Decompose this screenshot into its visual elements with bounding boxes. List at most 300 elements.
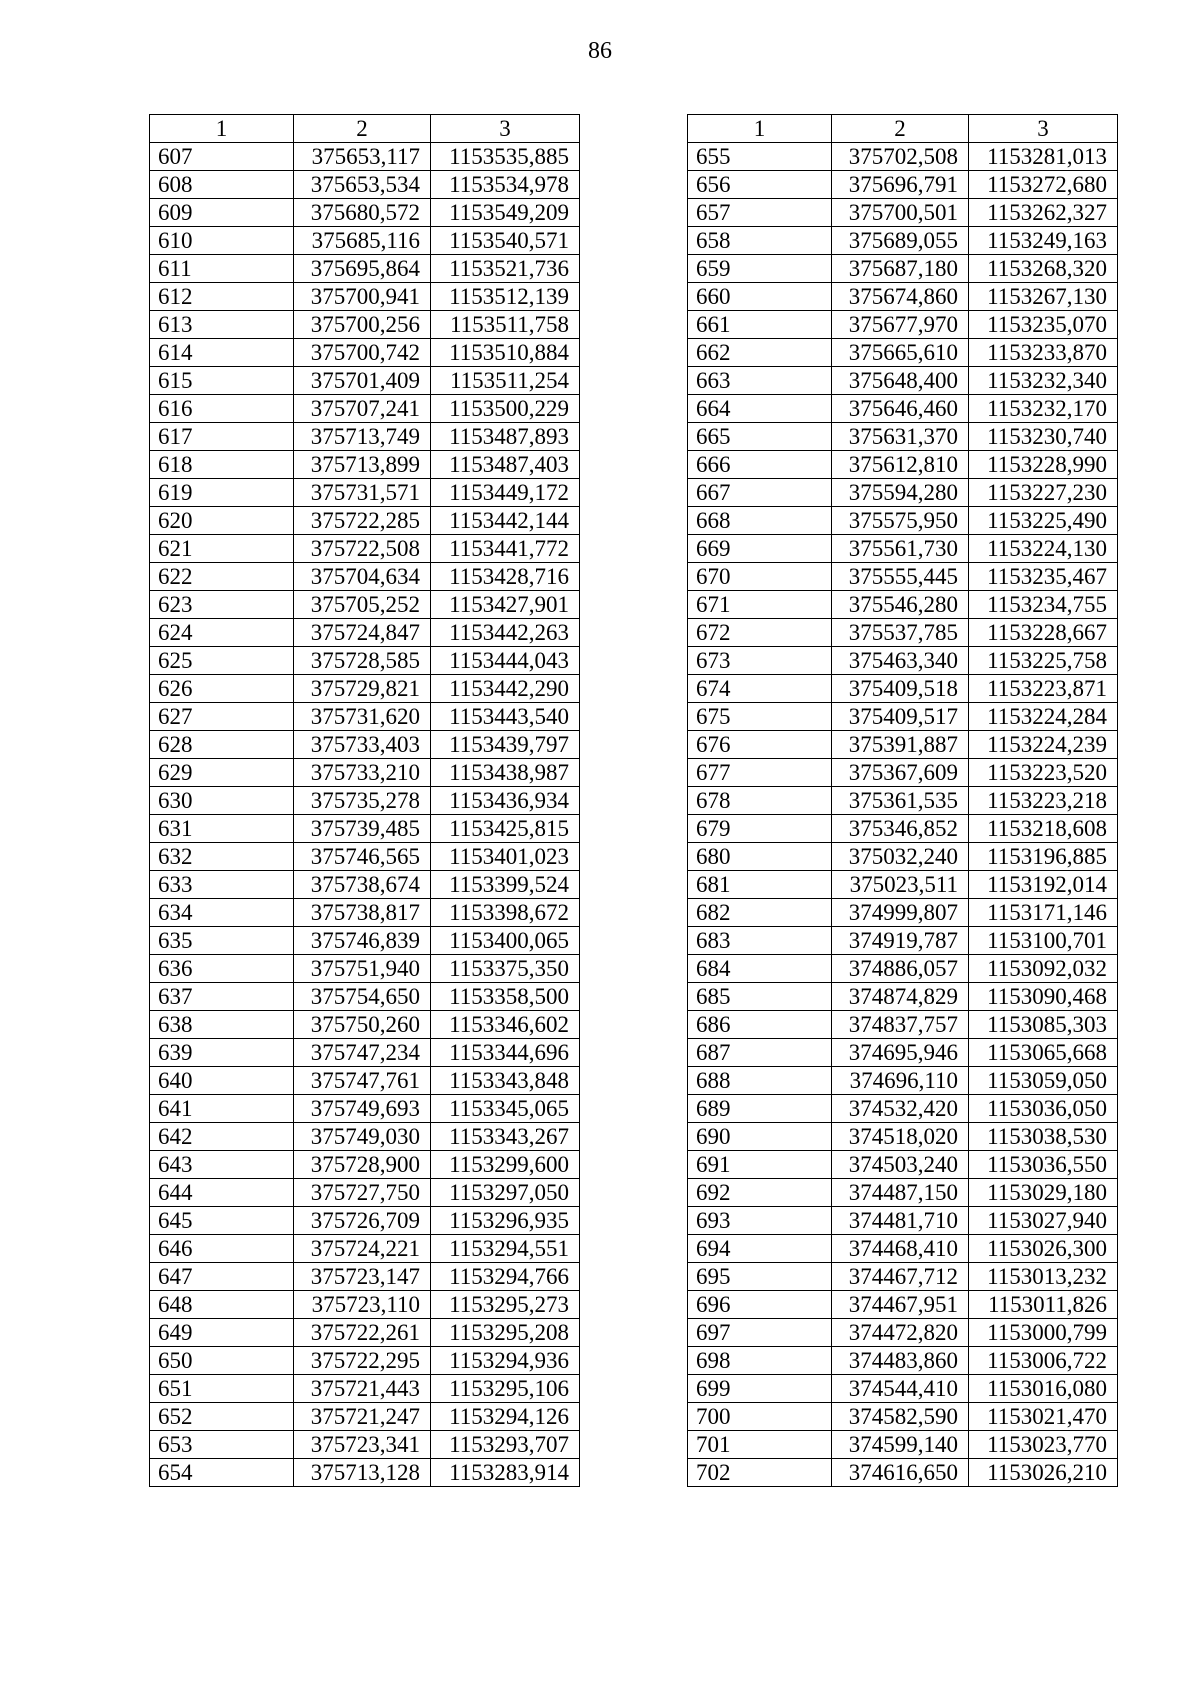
coordinate-x-cell: 375575,950 [832, 507, 969, 535]
coordinate-y-cell: 1153487,893 [431, 423, 580, 451]
coordinate-y-cell: 1153059,050 [969, 1067, 1118, 1095]
coordinate-y-cell: 1153521,736 [431, 255, 580, 283]
point-number-cell: 609 [150, 199, 294, 227]
coordinate-y-cell: 1153295,106 [431, 1375, 580, 1403]
coordinate-y-cell: 1153228,667 [969, 619, 1118, 647]
point-number-cell: 608 [150, 171, 294, 199]
coordinate-x-cell: 375738,674 [294, 871, 431, 899]
point-number-cell: 619 [150, 479, 294, 507]
coordinate-x-cell: 374532,420 [832, 1095, 969, 1123]
coordinate-y-cell: 1153085,303 [969, 1011, 1118, 1039]
coordinate-x-cell: 375728,585 [294, 647, 431, 675]
point-number-cell: 633 [150, 871, 294, 899]
coordinate-y-cell: 1153535,885 [431, 143, 580, 171]
table-row [688, 1375, 1118, 1403]
table-row [688, 1263, 1118, 1291]
point-number-cell: 700 [688, 1403, 832, 1431]
coordinate-y-cell: 1153511,254 [431, 367, 580, 395]
table-row [688, 815, 1118, 843]
table-row [150, 1151, 580, 1179]
coordinate-x-cell: 375409,518 [832, 675, 969, 703]
coordinate-y-cell: 1153225,758 [969, 647, 1118, 675]
table-row [150, 1179, 580, 1207]
coordinate-y-cell: 1153225,490 [969, 507, 1118, 535]
table-row [688, 871, 1118, 899]
coordinate-x-cell: 375685,116 [294, 227, 431, 255]
point-number-cell: 626 [150, 675, 294, 703]
coordinate-x-cell: 375746,565 [294, 843, 431, 871]
table-row [688, 199, 1118, 227]
coordinate-y-cell: 1153345,065 [431, 1095, 580, 1123]
point-number-cell: 701 [688, 1431, 832, 1459]
coordinate-x-cell: 375700,941 [294, 283, 431, 311]
column-header-1: 1 [688, 115, 832, 143]
coordinate-y-cell: 1153358,500 [431, 983, 580, 1011]
coordinate-y-cell: 1153294,126 [431, 1403, 580, 1431]
coordinate-y-cell: 1153439,797 [431, 731, 580, 759]
table-row [150, 171, 580, 199]
table-row [688, 759, 1118, 787]
table-row [688, 591, 1118, 619]
coordinate-y-cell: 1153026,210 [969, 1459, 1118, 1487]
point-number-cell: 693 [688, 1207, 832, 1235]
coordinate-x-cell: 374695,946 [832, 1039, 969, 1067]
coordinate-table-right [687, 114, 1118, 1487]
table-row [150, 591, 580, 619]
table-row [150, 1319, 580, 1347]
coordinate-y-cell: 1153026,300 [969, 1235, 1118, 1263]
point-number-cell: 690 [688, 1123, 832, 1151]
point-number-cell: 681 [688, 871, 832, 899]
point-number-cell: 662 [688, 339, 832, 367]
coordinate-x-cell: 375722,285 [294, 507, 431, 535]
coordinate-y-cell: 1153092,032 [969, 955, 1118, 983]
point-number-cell: 659 [688, 255, 832, 283]
table-row [150, 563, 580, 591]
coordinate-y-cell: 1153401,023 [431, 843, 580, 871]
coordinate-y-cell: 1153029,180 [969, 1179, 1118, 1207]
point-number-cell: 685 [688, 983, 832, 1011]
table-row [688, 731, 1118, 759]
table-row [150, 423, 580, 451]
coordinate-x-cell: 374483,860 [832, 1347, 969, 1375]
coordinate-y-cell: 1153512,139 [431, 283, 580, 311]
point-number-cell: 665 [688, 423, 832, 451]
coordinate-y-cell: 1153036,550 [969, 1151, 1118, 1179]
coordinate-x-cell: 375653,534 [294, 171, 431, 199]
point-number-cell: 630 [150, 787, 294, 815]
table-row [150, 1347, 580, 1375]
table-row [688, 647, 1118, 675]
point-number-cell: 638 [150, 1011, 294, 1039]
coordinate-x-cell: 375700,742 [294, 339, 431, 367]
coordinate-x-cell: 375731,620 [294, 703, 431, 731]
coordinate-x-cell: 374518,020 [832, 1123, 969, 1151]
table-row [150, 1291, 580, 1319]
table-row [150, 451, 580, 479]
table-row [688, 1067, 1118, 1095]
point-number-cell: 676 [688, 731, 832, 759]
table-row [150, 647, 580, 675]
coordinate-x-cell: 375631,370 [832, 423, 969, 451]
coordinate-x-cell: 375612,810 [832, 451, 969, 479]
point-number-cell: 621 [150, 535, 294, 563]
coordinate-y-cell: 1153230,740 [969, 423, 1118, 451]
coordinate-x-cell: 375648,400 [832, 367, 969, 395]
coordinate-y-cell: 1153400,065 [431, 927, 580, 955]
point-number-cell: 668 [688, 507, 832, 535]
coordinate-x-cell: 374919,787 [832, 927, 969, 955]
point-number-cell: 699 [688, 1375, 832, 1403]
point-number-cell: 614 [150, 339, 294, 367]
point-number-cell: 632 [150, 843, 294, 871]
point-number-cell: 615 [150, 367, 294, 395]
table-row [150, 1459, 580, 1487]
coordinate-y-cell: 1153223,520 [969, 759, 1118, 787]
coordinate-y-cell: 1153299,600 [431, 1151, 580, 1179]
point-number-cell: 627 [150, 703, 294, 731]
column-header-2: 2 [832, 115, 969, 143]
coordinate-x-cell: 375023,511 [832, 871, 969, 899]
table-row [688, 143, 1118, 171]
coordinate-x-cell: 375746,839 [294, 927, 431, 955]
table-row [688, 339, 1118, 367]
coordinate-x-cell: 374599,140 [832, 1431, 969, 1459]
table-row [150, 1067, 580, 1095]
table-row [688, 843, 1118, 871]
page-number: 86 [588, 38, 612, 64]
coordinate-y-cell: 1153427,901 [431, 591, 580, 619]
coordinate-y-cell: 1153000,799 [969, 1319, 1118, 1347]
coordinate-x-cell: 375721,247 [294, 1403, 431, 1431]
table-row [150, 1431, 580, 1459]
coordinate-x-cell: 375032,240 [832, 843, 969, 871]
point-number-cell: 617 [150, 423, 294, 451]
table-row [150, 1123, 580, 1151]
coordinate-x-cell: 374503,240 [832, 1151, 969, 1179]
coordinate-x-cell: 375391,887 [832, 731, 969, 759]
table-row [688, 171, 1118, 199]
coordinate-y-cell: 1153295,208 [431, 1319, 580, 1347]
table-body [688, 143, 1118, 1487]
table-row [688, 1095, 1118, 1123]
table-row [150, 535, 580, 563]
coordinate-y-cell: 1153235,467 [969, 563, 1118, 591]
table-row [688, 451, 1118, 479]
coordinate-x-cell: 375561,730 [832, 535, 969, 563]
coordinate-x-cell: 374467,951 [832, 1291, 969, 1319]
table-row [150, 843, 580, 871]
coordinate-x-cell: 374582,590 [832, 1403, 969, 1431]
point-number-cell: 656 [688, 171, 832, 199]
coordinate-y-cell: 1153027,940 [969, 1207, 1118, 1235]
table-row [688, 787, 1118, 815]
coordinate-y-cell: 1153218,608 [969, 815, 1118, 843]
coordinate-y-cell: 1153534,978 [431, 171, 580, 199]
coordinate-y-cell: 1153262,327 [969, 199, 1118, 227]
table-row [150, 1235, 580, 1263]
table-row [688, 983, 1118, 1011]
coordinate-y-cell: 1153272,680 [969, 171, 1118, 199]
coordinate-y-cell: 1153294,551 [431, 1235, 580, 1263]
coordinate-x-cell: 375704,634 [294, 563, 431, 591]
table-row [688, 619, 1118, 647]
coordinate-table-left [149, 114, 580, 1487]
coordinate-y-cell: 1153295,273 [431, 1291, 580, 1319]
coordinate-y-cell: 1153549,209 [431, 199, 580, 227]
coordinate-x-cell: 375463,340 [832, 647, 969, 675]
coordinate-y-cell: 1153500,229 [431, 395, 580, 423]
table-row [688, 423, 1118, 451]
coordinate-x-cell: 375723,147 [294, 1263, 431, 1291]
coordinate-y-cell: 1153228,990 [969, 451, 1118, 479]
coordinate-x-cell: 375750,260 [294, 1011, 431, 1039]
coordinate-x-cell: 374481,710 [832, 1207, 969, 1235]
coordinate-x-cell: 375733,403 [294, 731, 431, 759]
coordinate-y-cell: 1153023,770 [969, 1431, 1118, 1459]
coordinate-y-cell: 1153449,172 [431, 479, 580, 507]
table-row [688, 1123, 1118, 1151]
table-row [150, 1403, 580, 1431]
coordinate-x-cell: 374468,410 [832, 1235, 969, 1263]
coordinate-x-cell: 375680,572 [294, 199, 431, 227]
coordinate-x-cell: 375702,508 [832, 143, 969, 171]
coordinate-y-cell: 1153442,290 [431, 675, 580, 703]
table-row [688, 395, 1118, 423]
coordinate-x-cell: 375361,535 [832, 787, 969, 815]
point-number-cell: 680 [688, 843, 832, 871]
table-row [150, 731, 580, 759]
point-number-cell: 661 [688, 311, 832, 339]
point-number-cell: 664 [688, 395, 832, 423]
coordinate-y-cell: 1153227,230 [969, 479, 1118, 507]
coordinate-y-cell: 1153436,934 [431, 787, 580, 815]
coordinate-x-cell: 375728,900 [294, 1151, 431, 1179]
table-row [150, 675, 580, 703]
coordinate-x-cell: 374467,712 [832, 1263, 969, 1291]
point-number-cell: 620 [150, 507, 294, 535]
coordinate-y-cell: 1153090,468 [969, 983, 1118, 1011]
table-row [688, 283, 1118, 311]
table-row [150, 311, 580, 339]
table-row [688, 703, 1118, 731]
coordinate-x-cell: 375747,761 [294, 1067, 431, 1095]
point-number-cell: 607 [150, 143, 294, 171]
coordinate-y-cell: 1153283,914 [431, 1459, 580, 1487]
coordinate-y-cell: 1153428,716 [431, 563, 580, 591]
coordinate-x-cell: 375687,180 [832, 255, 969, 283]
point-number-cell: 612 [150, 283, 294, 311]
table-row [688, 1011, 1118, 1039]
point-number-cell: 667 [688, 479, 832, 507]
coordinate-x-cell: 375739,485 [294, 815, 431, 843]
coordinate-y-cell: 1153442,144 [431, 507, 580, 535]
table-row [150, 927, 580, 955]
table-row [150, 339, 580, 367]
coordinate-x-cell: 374696,110 [832, 1067, 969, 1095]
coordinate-x-cell: 374472,820 [832, 1319, 969, 1347]
coordinate-x-cell: 375713,899 [294, 451, 431, 479]
coordinate-y-cell: 1153235,070 [969, 311, 1118, 339]
point-number-cell: 657 [688, 199, 832, 227]
point-number-cell: 645 [150, 1207, 294, 1235]
coordinate-x-cell: 374886,057 [832, 955, 969, 983]
point-number-cell: 613 [150, 311, 294, 339]
table-row [150, 255, 580, 283]
table-row [688, 1179, 1118, 1207]
table-row [150, 815, 580, 843]
coordinate-y-cell: 1153192,014 [969, 871, 1118, 899]
header-row [150, 115, 580, 143]
coordinate-y-cell: 1153344,696 [431, 1039, 580, 1067]
table-row [150, 1207, 580, 1235]
point-number-cell: 660 [688, 283, 832, 311]
coordinate-x-cell: 375707,241 [294, 395, 431, 423]
point-number-cell: 675 [688, 703, 832, 731]
table-header [688, 115, 1118, 143]
coordinate-x-cell: 375713,128 [294, 1459, 431, 1487]
coordinate-y-cell: 1153267,130 [969, 283, 1118, 311]
point-number-cell: 610 [150, 227, 294, 255]
coordinate-x-cell: 375409,517 [832, 703, 969, 731]
coordinate-y-cell: 1153249,163 [969, 227, 1118, 255]
coordinate-y-cell: 1153442,263 [431, 619, 580, 647]
point-number-cell: 673 [688, 647, 832, 675]
point-number-cell: 644 [150, 1179, 294, 1207]
point-number-cell: 658 [688, 227, 832, 255]
table-row [150, 283, 580, 311]
point-number-cell: 692 [688, 1179, 832, 1207]
point-number-cell: 697 [688, 1319, 832, 1347]
table-row [688, 1039, 1118, 1067]
table-row [688, 1319, 1118, 1347]
point-number-cell: 655 [688, 143, 832, 171]
coordinate-x-cell: 375738,817 [294, 899, 431, 927]
point-number-cell: 651 [150, 1375, 294, 1403]
table-row [688, 1459, 1118, 1487]
coordinate-x-cell: 375729,821 [294, 675, 431, 703]
point-number-cell: 618 [150, 451, 294, 479]
point-number-cell: 622 [150, 563, 294, 591]
table-row [150, 1095, 580, 1123]
coordinate-x-cell: 375546,280 [832, 591, 969, 619]
coordinate-x-cell: 375749,030 [294, 1123, 431, 1151]
coordinate-x-cell: 375747,234 [294, 1039, 431, 1067]
table-row [150, 983, 580, 1011]
coordinate-x-cell: 375726,709 [294, 1207, 431, 1235]
point-number-cell: 672 [688, 619, 832, 647]
table-header [150, 115, 580, 143]
coordinate-x-cell: 375689,055 [832, 227, 969, 255]
table-row [150, 759, 580, 787]
table-row [150, 395, 580, 423]
table-row [150, 143, 580, 171]
table-row [150, 1039, 580, 1067]
point-number-cell: 691 [688, 1151, 832, 1179]
table-row [150, 199, 580, 227]
point-number-cell: 684 [688, 955, 832, 983]
header-row [688, 115, 1118, 143]
table-row [150, 479, 580, 507]
table-row [688, 563, 1118, 591]
point-number-cell: 671 [688, 591, 832, 619]
coordinate-y-cell: 1153438,987 [431, 759, 580, 787]
point-number-cell: 669 [688, 535, 832, 563]
table-row [688, 507, 1118, 535]
coordinate-y-cell: 1153281,013 [969, 143, 1118, 171]
point-number-cell: 654 [150, 1459, 294, 1487]
coordinate-x-cell: 375722,295 [294, 1347, 431, 1375]
point-number-cell: 674 [688, 675, 832, 703]
table-row [688, 535, 1118, 563]
coordinate-y-cell: 1153013,232 [969, 1263, 1118, 1291]
point-number-cell: 625 [150, 647, 294, 675]
table-row [688, 367, 1118, 395]
coordinate-x-cell: 375727,750 [294, 1179, 431, 1207]
coordinate-x-cell: 375713,749 [294, 423, 431, 451]
coordinate-x-cell: 375594,280 [832, 479, 969, 507]
coordinate-y-cell: 1153036,050 [969, 1095, 1118, 1123]
coordinate-x-cell: 374487,150 [832, 1179, 969, 1207]
point-number-cell: 643 [150, 1151, 294, 1179]
table-row [688, 255, 1118, 283]
point-number-cell: 636 [150, 955, 294, 983]
column-header-1: 1 [150, 115, 294, 143]
table-row [688, 899, 1118, 927]
coordinate-y-cell: 1153375,350 [431, 955, 580, 983]
table-row [688, 1347, 1118, 1375]
table-row [688, 1431, 1118, 1459]
table-row [150, 703, 580, 731]
coordinate-y-cell: 1153294,936 [431, 1347, 580, 1375]
point-number-cell: 639 [150, 1039, 294, 1067]
point-number-cell: 653 [150, 1431, 294, 1459]
table-row [688, 311, 1118, 339]
point-number-cell: 635 [150, 927, 294, 955]
point-number-cell: 688 [688, 1067, 832, 1095]
point-number-cell: 647 [150, 1263, 294, 1291]
point-number-cell: 695 [688, 1263, 832, 1291]
coordinate-y-cell: 1153224,284 [969, 703, 1118, 731]
coordinate-x-cell: 374837,757 [832, 1011, 969, 1039]
coordinate-x-cell: 375665,610 [832, 339, 969, 367]
coordinate-y-cell: 1153171,146 [969, 899, 1118, 927]
coordinate-y-cell: 1153232,340 [969, 367, 1118, 395]
coordinate-y-cell: 1153006,722 [969, 1347, 1118, 1375]
table-row [688, 1403, 1118, 1431]
coordinate-y-cell: 1153425,815 [431, 815, 580, 843]
coordinate-y-cell: 1153441,772 [431, 535, 580, 563]
table-row [688, 927, 1118, 955]
point-number-cell: 623 [150, 591, 294, 619]
coordinate-x-cell: 375700,501 [832, 199, 969, 227]
coordinate-x-cell: 375751,940 [294, 955, 431, 983]
point-number-cell: 631 [150, 815, 294, 843]
coordinate-x-cell: 374874,829 [832, 983, 969, 1011]
coordinate-y-cell: 1153234,755 [969, 591, 1118, 619]
coordinate-x-cell: 375674,860 [832, 283, 969, 311]
coordinate-x-cell: 375724,847 [294, 619, 431, 647]
point-number-cell: 650 [150, 1347, 294, 1375]
coordinate-x-cell: 375721,443 [294, 1375, 431, 1403]
table-row [150, 899, 580, 927]
coordinate-y-cell: 1153346,602 [431, 1011, 580, 1039]
table-row [688, 1151, 1118, 1179]
coordinate-y-cell: 1153443,540 [431, 703, 580, 731]
coordinate-x-cell: 375733,210 [294, 759, 431, 787]
coordinate-y-cell: 1153296,935 [431, 1207, 580, 1235]
table-row [150, 871, 580, 899]
